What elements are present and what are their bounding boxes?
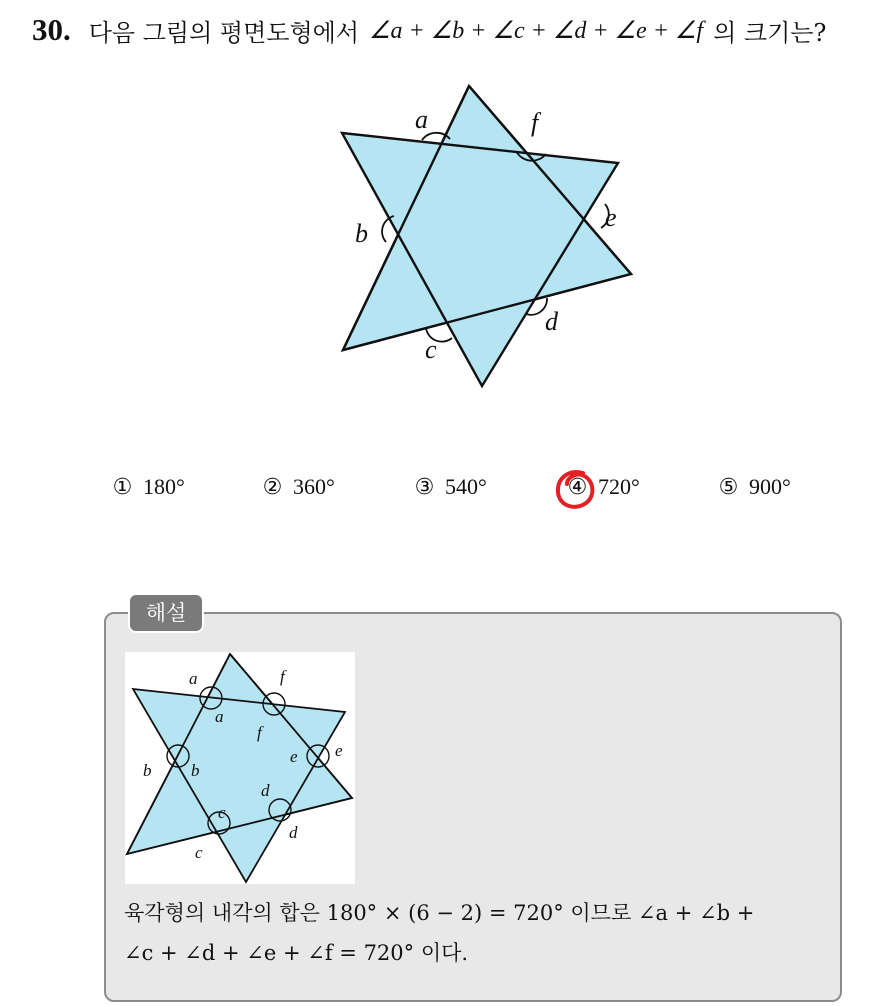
label-c: c xyxy=(425,335,437,364)
label-e: e xyxy=(290,747,298,766)
question-header xyxy=(32,10,826,50)
choice-marker: ② xyxy=(262,474,283,500)
choice-2[interactable] xyxy=(262,474,335,500)
choice-text: 180° xyxy=(143,474,185,499)
solution-text xyxy=(124,893,836,973)
solution-figure xyxy=(125,652,355,884)
solution-label: 해설 xyxy=(128,593,204,633)
solution-line-2: ∠c + ∠d + ∠e + ∠f = 720° 이다. xyxy=(124,941,469,965)
label-d: d xyxy=(261,781,270,800)
choice-text: 540° xyxy=(445,474,487,499)
label-e: e xyxy=(605,203,617,232)
answer-mark-circle xyxy=(553,466,599,514)
question-text-before: 다음 그림의 평면도형에서 xyxy=(88,18,360,47)
choice-marker: ③ xyxy=(414,474,435,500)
label-a: a xyxy=(415,105,428,134)
question-text-after: 의 크기는? xyxy=(713,18,827,47)
choice-3[interactable] xyxy=(414,474,487,500)
label-b: b xyxy=(143,761,152,780)
choice-text: 900° xyxy=(749,474,791,499)
choice-text: 720° xyxy=(598,474,640,499)
label-c: c xyxy=(218,803,226,822)
choice-1[interactable] xyxy=(112,474,185,500)
label-d: d xyxy=(545,307,558,336)
label-e: e xyxy=(335,741,343,760)
choice-5[interactable] xyxy=(718,474,791,500)
choice-marker: ① xyxy=(112,474,133,500)
label-f: f xyxy=(531,108,539,137)
label-c: c xyxy=(195,843,203,862)
question-expression: ∠a + ∠b + ∠c + ∠d + ∠e + ∠f xyxy=(369,17,704,44)
choice-marker: ⑤ xyxy=(718,474,739,500)
choice-text: 360° xyxy=(293,474,335,499)
hexagram-figure xyxy=(318,76,638,392)
label-b: b xyxy=(191,761,200,780)
question-number: 30. xyxy=(32,12,71,47)
label-a: a xyxy=(189,669,198,688)
solution-line-1: 육각형의 내각의 합은 180° × (6 − 2) = 720° 이므로 ∠a + ∠b + xyxy=(124,901,755,925)
label-a: a xyxy=(215,707,224,726)
answer-choices xyxy=(112,474,812,510)
label-f: f xyxy=(257,723,262,742)
label-d: d xyxy=(289,823,298,842)
label-b: b xyxy=(355,219,368,248)
choice-marker: ④ xyxy=(567,474,588,500)
label-f: f xyxy=(280,667,285,686)
